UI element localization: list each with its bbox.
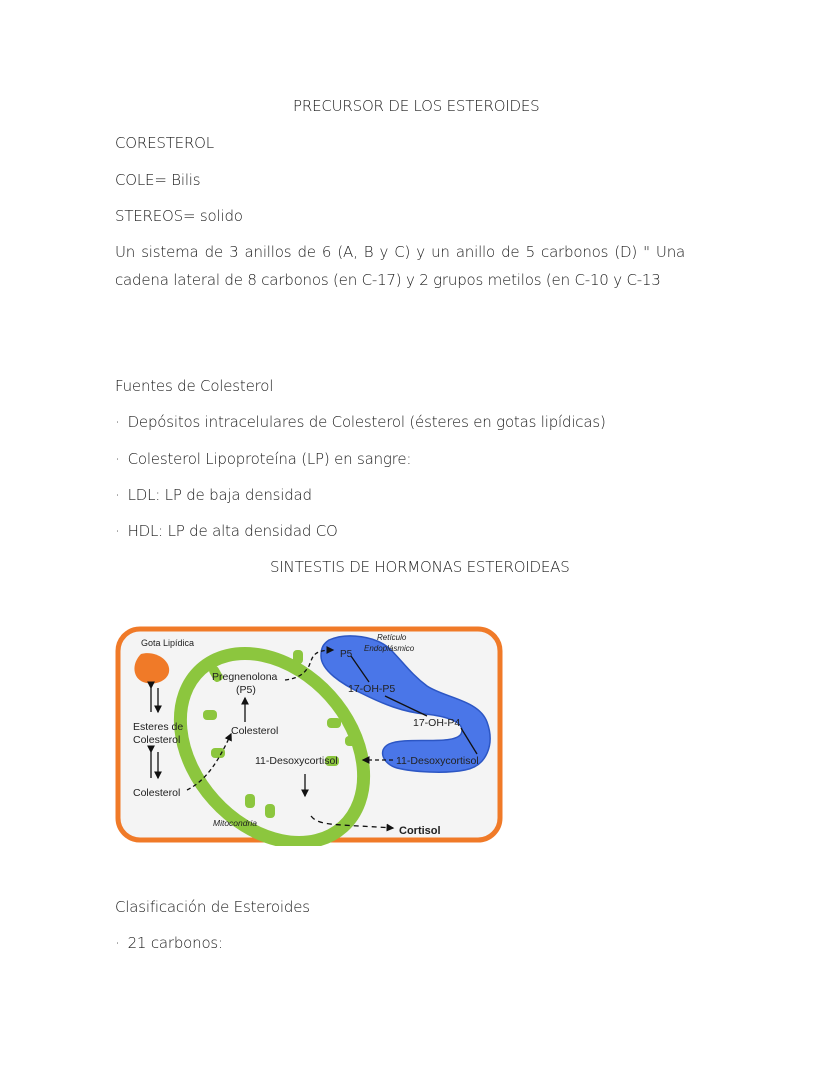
source-item: · Colesterol Lipoproteína (LP) en sangre: xyxy=(115,450,411,468)
page-title: PRECURSOR DE LOS ESTEROIDES xyxy=(293,97,540,115)
label-colesterol-mito: Colesterol xyxy=(231,725,279,737)
classification-item: · 21 carbonos: xyxy=(115,934,223,952)
classification-heading: Clasificación de Esteroides xyxy=(115,898,310,916)
label-esteres-colesterol: Colesterol xyxy=(133,734,181,746)
label-gota-lipidica: Gota Lipídica xyxy=(141,638,195,648)
synthesis-heading: SINTESTIS DE HORMONAS ESTEROIDEAS xyxy=(270,558,570,576)
text-line-cole: COLE= Bilis xyxy=(115,171,201,189)
label-mitocondria: Mitocondria xyxy=(213,818,257,828)
text-line-stereos: STEREOS= solido xyxy=(115,207,243,225)
label-17-oh-p4: 17-OH-P4 xyxy=(413,717,461,729)
label-17-oh-p5: 17-OH-P5 xyxy=(348,683,396,695)
label-esteres: Esteres de xyxy=(133,721,184,733)
label-reticulo: Retículo xyxy=(377,633,407,642)
text-line-coresterol: CORESTEROL xyxy=(115,134,214,152)
sources-heading: Fuentes de Colesterol xyxy=(115,377,274,395)
label-cortisol: Cortisol xyxy=(399,825,441,837)
source-item: · Depósitos intracelulares de Colesterol (ésteres en gotas lipídicas) xyxy=(115,413,606,431)
label-desoxy-mito: 11-Desoxycortisol xyxy=(255,755,338,767)
label-p5-paren: (P5) xyxy=(236,684,256,696)
label-endoplasmico: Endoplásmico xyxy=(364,644,415,653)
structure-paragraph: Un sistema de 3 anillos de 6 (A, B y C) y un anillo de 5 carbonos (D) " Una cadena lateral de 8 carbonos (en C-17) y 2 grupos metilos (en C-10 y C-13 xyxy=(115,243,685,289)
steroid-synthesis-diagram xyxy=(115,626,503,846)
label-colesterol-left: Colesterol xyxy=(133,787,181,799)
label-desoxy-er: 11-Desoxycortisol xyxy=(396,755,479,767)
label-p5: P5 xyxy=(340,649,353,660)
source-item: · LDL: LP de baja densidad xyxy=(115,486,312,504)
label-pregnenolona: Pregnenolona xyxy=(212,671,278,683)
source-item: · HDL: LP de alta densidad CO xyxy=(115,522,338,540)
